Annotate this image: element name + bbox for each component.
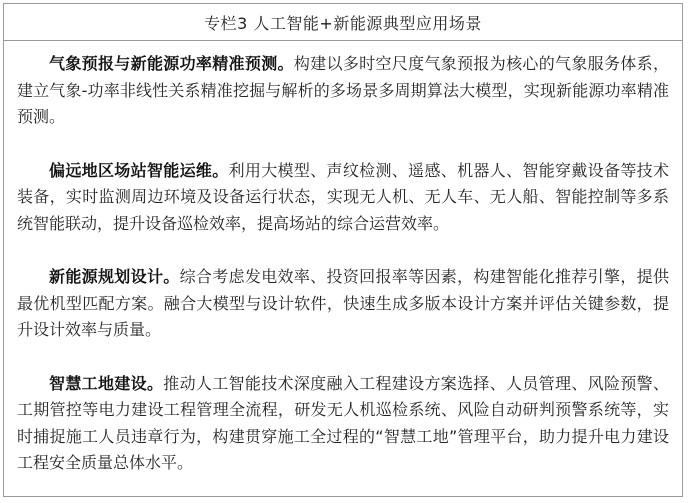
section-body: 利用大模型、声纹检测、遥感、机器人、智能穿戴设备等技术装备，实时监测周边环境及设备运行状态，实现无人机、无人车、无人船、智能控制等多系统智能联动，提升设备巡检效率，提高场站的综合运营效率。 (17, 160, 669, 233)
section-heading: 偏远地区场站智能运维。 (49, 160, 229, 180)
section-heading: 智慧工地建设。 (49, 373, 164, 393)
box-title: 专栏3 人工智能+新能源典型应用场景 (204, 13, 482, 33)
title-bar (4, 4, 682, 41)
section-body: 综合考虑发电效率、投资回报率等因素，构建智能化推荐引擎，提供最优机型匹配方案。融合大模型与设计软件，快速生成多版本设计方案并评估关键参数，提升设计效率与质量。 (17, 267, 669, 339)
section-smart-construction (17, 371, 669, 477)
section-remote-station-ops (17, 158, 669, 238)
section-weather-forecast (17, 51, 669, 131)
box-content (4, 41, 682, 477)
section-body: 推动人工智能技术深度融入工程建设方案选择、人员管理、风险预警、工期管控等电力建设工程管理全流程，研发无人机巡检系统、风险自动研判预警系统等，实时捕捉施工人员违章行为，构建贯穿施工全过程的“智慧工地”管理平台，助力提升电力建设工程安全质量总体水平。 (17, 373, 669, 472)
section-heading: 气象预报与新能源功率精准预测。 (49, 54, 294, 73)
section-planning-design (17, 264, 669, 344)
feature-box (3, 3, 683, 497)
section-heading: 新能源规划设计。 (49, 267, 180, 286)
section-body: 构建以多时空尺度气象预报为核心的气象服务体系，建立气象-功率非线性关系精准挖掘与解析的多场景多周期算法大模型，实现新能源功率精准预测。 (17, 54, 669, 126)
